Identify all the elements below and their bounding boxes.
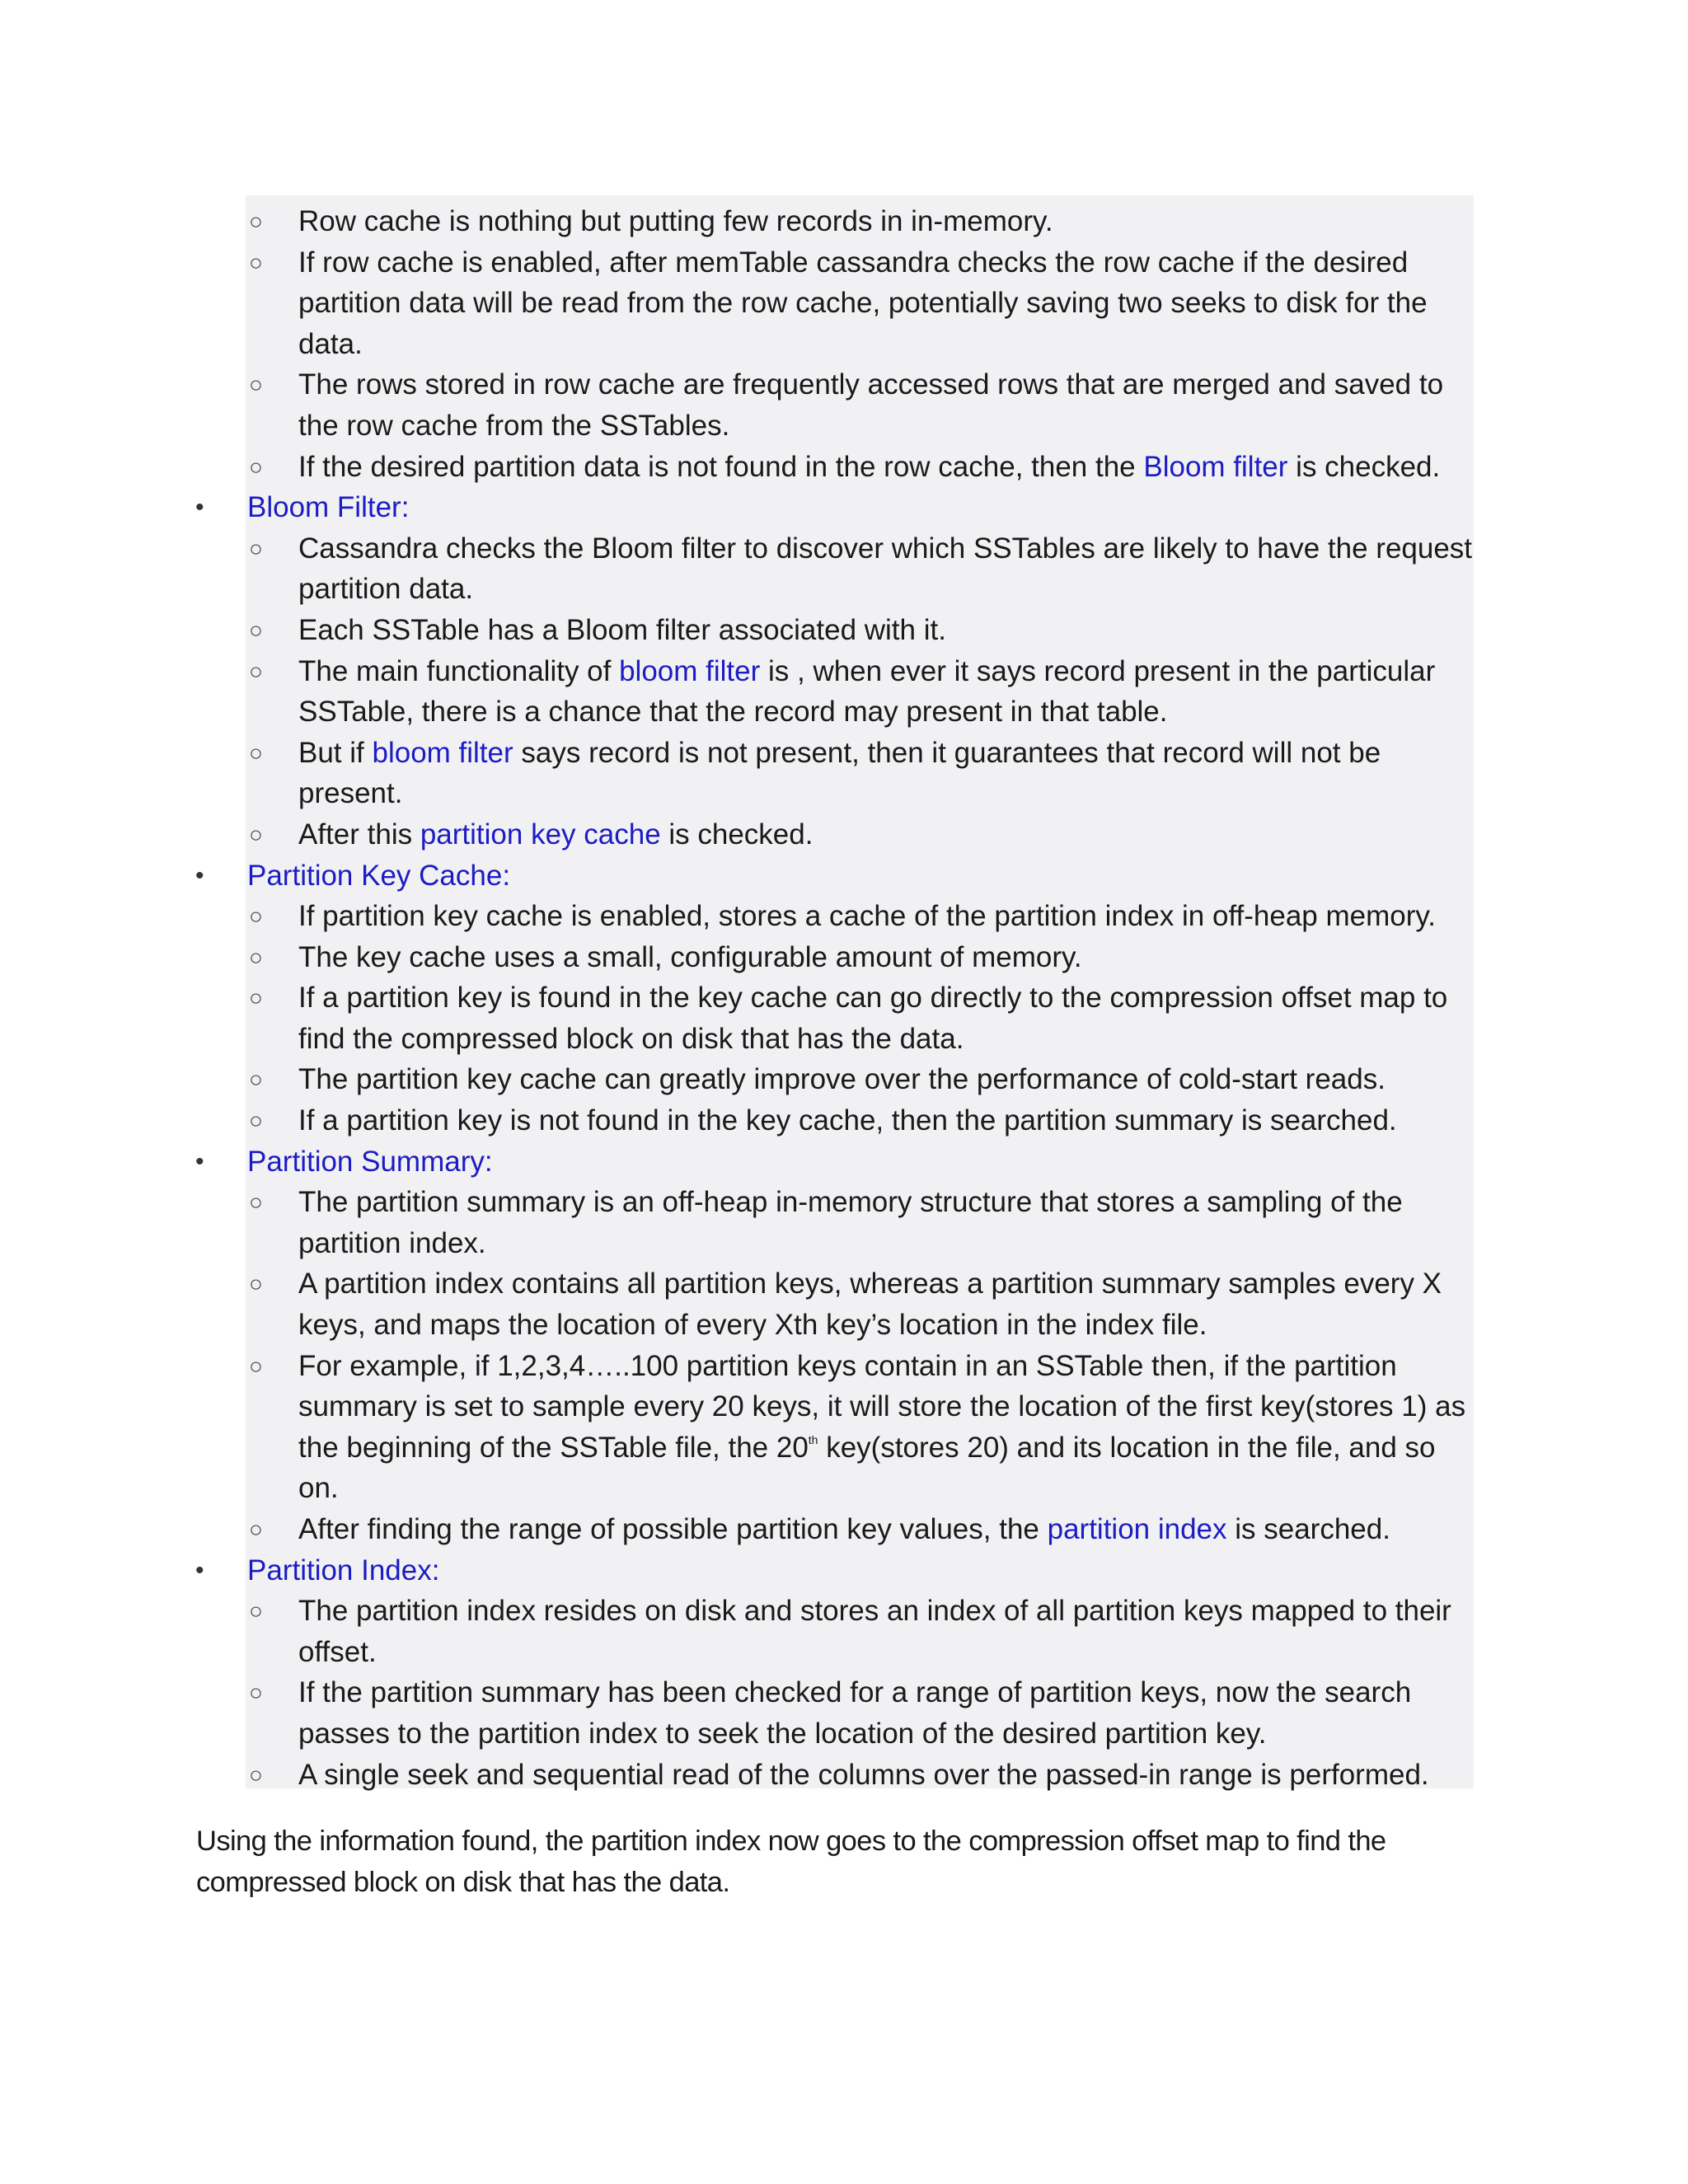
item-text: is checked. [660, 818, 814, 851]
partition-index-link[interactable]: partition index [1047, 1513, 1227, 1545]
item-text: The partition key cache can greatly improve over the performance of cold-start reads. [298, 1063, 1386, 1096]
item-text: The partition index resides on disk and stores an index of all partition keys mapped to their [298, 1595, 1451, 1628]
list-item [0, 651, 1688, 692]
item-text: present. [298, 777, 403, 810]
hollow-bullet-icon: ○ [249, 616, 263, 643]
list-item [0, 1263, 1688, 1305]
item-text: If a partition key is not found in the key cache, then the partition summary is searched. [298, 1104, 1397, 1137]
item-continuation [0, 1305, 1688, 1346]
ordinal-suffix: th [808, 1432, 818, 1446]
heading-text: Partition Index: [247, 1554, 440, 1586]
hollow-bullet-icon: ○ [249, 739, 263, 766]
item-text: Row cache is nothing but putting few records in in-memory. [298, 205, 1053, 237]
list-item [0, 1182, 1688, 1223]
item-continuation [0, 773, 1688, 814]
item-text: is checked. [1287, 450, 1441, 483]
hollow-bullet-icon: ○ [249, 658, 263, 684]
closing-line: compressed block on disk that has the data. [196, 1867, 730, 1898]
hollow-bullet-icon: ○ [249, 1598, 263, 1624]
list-item [0, 447, 1688, 488]
item-text: keys, and maps the location of every Xth key’s location in the index file. [298, 1309, 1207, 1342]
item-text: The partition summary is an off-heap in-memory structure that stores a sampling of the [298, 1186, 1403, 1219]
bloom-filter-link[interactable]: bloom filter [372, 736, 513, 769]
list-item [0, 528, 1688, 569]
hollow-bullet-icon: ○ [249, 821, 263, 847]
item-text: offset. [298, 1635, 377, 1668]
list-item [0, 1100, 1688, 1141]
item-continuation [0, 1019, 1688, 1060]
bullet-icon: • [195, 861, 204, 889]
partition-key-cache-link[interactable]: partition key cache [420, 818, 661, 851]
bloom-filter-link[interactable]: bloom filter [619, 654, 761, 687]
closing-paragraph [196, 1821, 1482, 1903]
item-text: partition data. [298, 573, 474, 606]
closing-line: Using the information found, the partition index now goes to the compression offset map to find the [196, 1825, 1386, 1857]
list-item [0, 610, 1688, 651]
section-heading-partition-summary [0, 1141, 1688, 1183]
item-text: For example, if 1,2,3,4…..100 partition keys contain in an SSTable then, if the partition [298, 1349, 1397, 1382]
item-continuation [0, 1386, 1688, 1427]
list-item [0, 1591, 1688, 1632]
item-text: on. [298, 1472, 339, 1505]
item-text: summary is set to sample every 20 keys, it will store the location of the first key(stores 1) as [298, 1390, 1466, 1423]
hollow-bullet-icon: ○ [249, 1761, 263, 1788]
list-item [0, 977, 1688, 1019]
hollow-bullet-icon: ○ [249, 1680, 263, 1706]
hollow-bullet-icon: ○ [249, 1066, 263, 1093]
section-heading-partition-key-cache [0, 855, 1688, 897]
hollow-bullet-icon: ○ [249, 1516, 263, 1542]
item-continuation [0, 324, 1688, 365]
hollow-bullet-icon: ○ [249, 903, 263, 930]
item-text: Cassandra checks the Bloom filter to discover which SSTables are likely to have the request [298, 532, 1473, 565]
item-text: If a partition key is found in the key cache can go directly to the compression offset map to [298, 982, 1448, 1015]
list-item [0, 242, 1688, 284]
list-item [0, 814, 1688, 855]
item-continuation [0, 1468, 1688, 1509]
item-text: If row cache is enabled, after memTable cassandra checks the row cache if the desired [298, 246, 1409, 279]
hollow-bullet-icon: ○ [249, 372, 263, 398]
item-text: The rows stored in row cache are frequently accessed rows that are merged and saved to [298, 368, 1444, 401]
read-path-list [0, 201, 1688, 1795]
list-item [0, 1509, 1688, 1550]
list-item [0, 364, 1688, 405]
hollow-bullet-icon: ○ [249, 249, 263, 275]
item-text: If partition key cache is enabled, stores a cache of the partition index in off-heap memory. [298, 900, 1437, 933]
item-continuation [0, 1632, 1688, 1673]
hollow-bullet-icon: ○ [249, 1352, 263, 1379]
item-continuation [0, 569, 1688, 610]
bullet-icon: • [195, 494, 204, 522]
hollow-bullet-icon: ○ [249, 944, 263, 970]
list-item [0, 201, 1688, 242]
item-text: key(stores 20) and its location in the file, and so [818, 1431, 1436, 1464]
bloom-filter-link[interactable]: Bloom filter [1143, 450, 1288, 483]
item-text: The main functionality of [298, 654, 620, 687]
heading-text: Bloom Filter: [247, 491, 410, 524]
list-item [0, 896, 1688, 937]
hollow-bullet-icon: ○ [249, 535, 263, 561]
section-heading-bloom-filter [0, 487, 1688, 528]
item-text: But if [298, 736, 373, 769]
item-text: is , when ever it says record present in the particular [760, 654, 1436, 687]
section-heading-partition-index [0, 1550, 1688, 1591]
item-text: passes to the partition index to seek the location of the desired partition key. [298, 1717, 1267, 1750]
item-text: the row cache from the SSTables. [298, 409, 730, 442]
item-text: is searched. [1226, 1513, 1390, 1545]
item-text: the beginning of the SSTable file, the 20 [298, 1431, 809, 1464]
hollow-bullet-icon: ○ [249, 209, 263, 234]
item-continuation [0, 405, 1688, 447]
item-text: After finding the range of possible partition key values, the [298, 1513, 1048, 1545]
list-item [0, 1755, 1688, 1796]
hollow-bullet-icon: ○ [249, 1271, 263, 1297]
item-text: data. [298, 327, 363, 360]
item-text: says record is not present, then it guarantees that record will not be [513, 736, 1381, 769]
item-text: If the partition summary has been checked for a range of partition keys, now the search [298, 1676, 1412, 1709]
item-continuation [0, 283, 1688, 324]
item-text: A partition index contains all partition keys, whereas a partition summary samples every X [298, 1268, 1442, 1301]
item-continuation [0, 1713, 1688, 1755]
item-text: Each SSTable has a Bloom filter associated with it. [298, 613, 946, 646]
item-text: If the desired partition data is not found in the row cache, then the [298, 450, 1144, 483]
hollow-bullet-icon: ○ [249, 1189, 263, 1216]
hollow-bullet-icon: ○ [249, 1108, 263, 1134]
bullet-icon: • [195, 1147, 204, 1175]
item-text: partition index. [298, 1226, 486, 1259]
item-text: partition data will be read from the row cache, potentially saving two seeks to disk for the [298, 287, 1428, 320]
heading-text: Partition Key Cache: [247, 859, 511, 892]
bullet-icon: • [195, 1556, 204, 1584]
hollow-bullet-icon: ○ [249, 453, 263, 480]
heading-text: Partition Summary: [247, 1145, 493, 1178]
list-item [0, 733, 1688, 774]
item-continuation [0, 1427, 1688, 1469]
item-text: After this [298, 818, 420, 851]
list-item [0, 1346, 1688, 1387]
item-text: SSTable, there is a chance that the record may present in that table. [298, 696, 1168, 729]
item-continuation [0, 1223, 1688, 1264]
item-text: find the compressed block on disk that has the data. [298, 1022, 964, 1055]
list-item [0, 1672, 1688, 1713]
item-text: A single seek and sequential read of the columns over the passed-in range is performed. [298, 1758, 1429, 1791]
hollow-bullet-icon: ○ [249, 985, 263, 1011]
item-continuation [0, 691, 1688, 733]
list-item [0, 937, 1688, 978]
list-item [0, 1059, 1688, 1100]
item-text: The key cache uses a small, configurable amount of memory. [298, 940, 1082, 973]
